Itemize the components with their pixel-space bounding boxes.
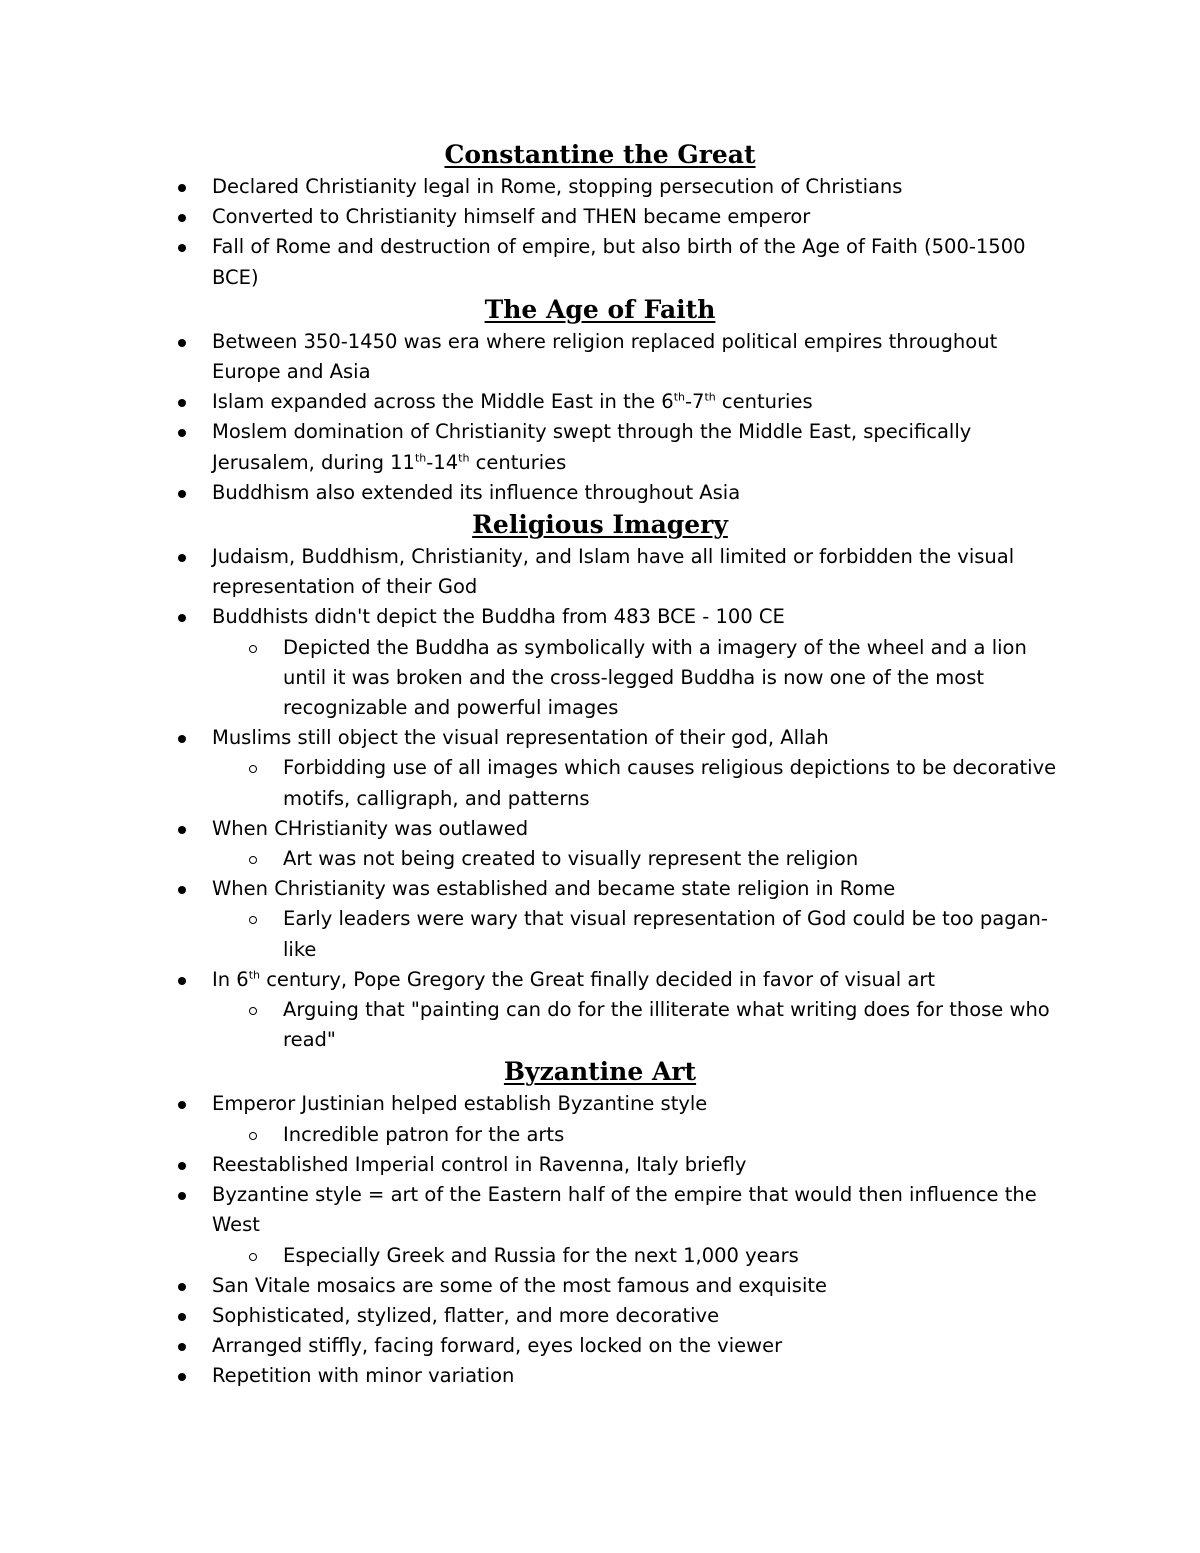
list-item: Byzantine style = art of the Eastern half of the empire that would then influence the West xyxy=(0,1180,1200,1240)
list-item: Repetition with minor variation xyxy=(0,1361,1200,1391)
list-item: Converted to Christianity himself and THEN became emperor xyxy=(0,202,1200,232)
list-item: Emperor Justinian helped establish Byzantine style xyxy=(0,1089,1200,1119)
list-item: Judaism, Buddhism, Christianity, and Islam have all limited or forbidden the visual representation of their God xyxy=(0,542,1200,602)
section-heading: Religious Imagery xyxy=(472,510,728,540)
list-item: Between 350-1450 was era where religion replaced political empires throughout Europe and Asia xyxy=(0,327,1200,387)
list-item: San Vitale mosaics are some of the most famous and exquisite xyxy=(0,1271,1200,1301)
list-item: Muslims still object the visual representation of their god, Allah xyxy=(0,723,1200,753)
list-item: Fall of Rome and destruction of empire, but also birth of the Age of Faith (500-1500 BCE) xyxy=(0,232,1200,292)
list-item: Islam expanded across the Middle East in the 6th-7th centuries xyxy=(0,387,1200,417)
bullet-list xyxy=(0,1089,1200,1391)
list-item: Reestablished Imperial control in Ravenna, Italy briefly xyxy=(0,1150,1200,1180)
bullet-list xyxy=(0,172,1200,293)
bullet-list xyxy=(0,327,1200,508)
sub-list-item: Forbidding use of all images which causes religious depictions to be decorative motifs, calligraph, and patterns xyxy=(0,753,1200,813)
sub-list-item: Early leaders were wary that visual representation of God could be too pagan-like xyxy=(0,904,1200,964)
sub-list-item: Especially Greek and Russia for the next 1,000 years xyxy=(0,1241,1200,1271)
list-item: Moslem domination of Christianity swept through the Middle East, specifically Jerusalem, during 11th-14th centuries xyxy=(0,417,1200,477)
sub-list-item: Incredible patron for the arts xyxy=(0,1120,1200,1150)
bullet-list xyxy=(0,542,1200,1055)
list-item: In 6th century, Pope Gregory the Great finally decided in favor of visual art xyxy=(0,965,1200,995)
section-heading: Constantine the Great xyxy=(444,140,756,169)
list-item: When CHristianity was outlawed xyxy=(0,814,1200,844)
list-item: Declared Christianity legal in Rome, stopping persecution of Christians xyxy=(0,172,1200,202)
sub-list-item: Arguing that "painting can do for the illiterate what writing does for those who read" xyxy=(0,995,1200,1055)
section-constantine xyxy=(0,138,1200,293)
section-byzantine-art xyxy=(0,1055,1200,1391)
list-item: Buddhists didn't depict the Buddha from 483 BCE - 100 CE xyxy=(0,602,1200,632)
section-religious-imagery xyxy=(0,508,1200,1055)
section-heading: The Age of Faith xyxy=(484,294,716,324)
list-item: Buddhism also extended its influence throughout Asia xyxy=(0,478,1200,508)
sub-list-item: Depicted the Buddha as symbolically with a imagery of the wheel and a lion until it was broken and the cross-legged Buddha is now one of the most recognizable and powerful images xyxy=(0,633,1200,724)
list-item: Sophisticated, stylized, flatter, and more decorative xyxy=(0,1301,1200,1331)
list-item: Arranged stiffly, facing forward, eyes locked on the viewer xyxy=(0,1331,1200,1361)
sub-list-item: Art was not being created to visually represent the religion xyxy=(0,844,1200,874)
section-heading: Byzantine Art xyxy=(503,1057,697,1087)
list-item: When Christianity was established and became state religion in Rome xyxy=(0,874,1200,904)
section-age-of-faith xyxy=(0,293,1200,508)
